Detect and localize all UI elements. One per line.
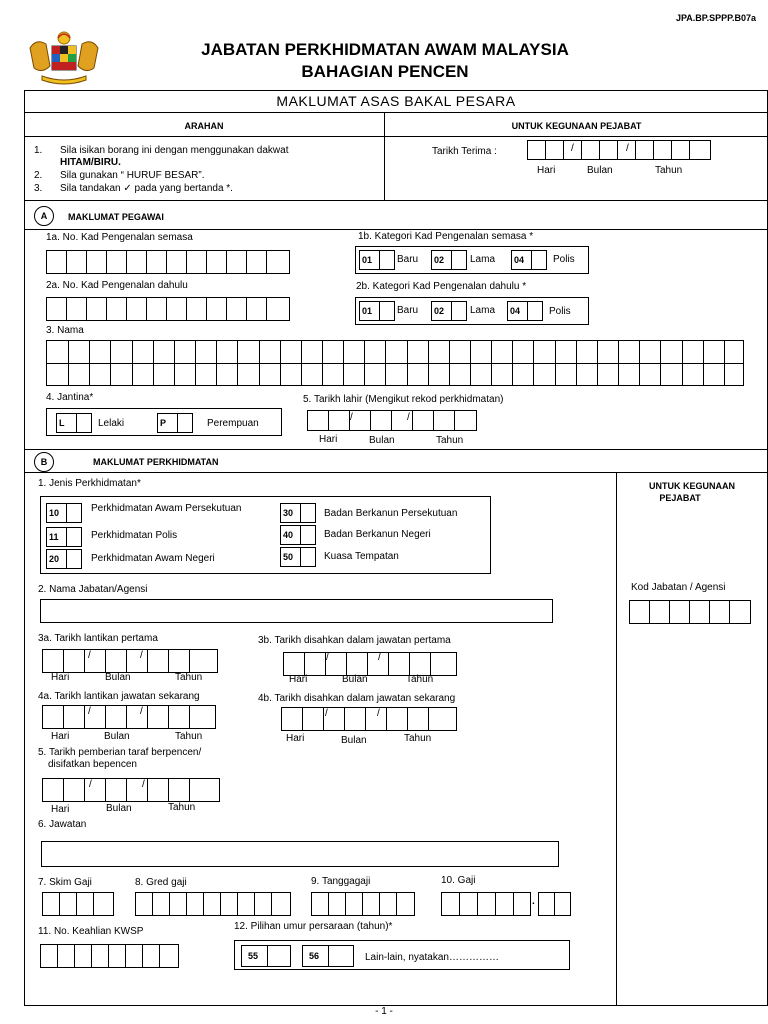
name-cell-divider bbox=[174, 341, 175, 385]
service-type-label: 1. Jenis Perkhidmatan* bbox=[38, 478, 141, 489]
gender-option-label: Perempuan bbox=[207, 418, 259, 429]
name-cell-divider bbox=[259, 341, 260, 385]
decimal-point: . bbox=[532, 896, 535, 907]
form-reference-code: JPA.BP.SPPP.B07a bbox=[675, 13, 756, 23]
office-use-line2: PEJABAT bbox=[659, 493, 701, 503]
name-cell-divider bbox=[533, 341, 534, 385]
service-type-option: Kuasa Tempatan bbox=[324, 551, 399, 562]
pensionable-status-date-label: 5. Tarikh pemberian taraf berpencen/ bbox=[38, 747, 202, 758]
ic-category-label: Polis bbox=[549, 306, 571, 317]
name-cell-divider bbox=[343, 341, 344, 385]
current-appointment-date-input[interactable] bbox=[42, 705, 216, 729]
first-confirmation-date-label: 3b. Tarikh disahkan dalam jawatan pertama bbox=[258, 635, 451, 646]
service-type-10-checkbox[interactable] bbox=[46, 503, 82, 523]
name-cell-divider bbox=[682, 341, 683, 385]
name-cell-divider bbox=[195, 341, 196, 385]
name-cell-divider bbox=[597, 341, 598, 385]
section-a-badge: A bbox=[34, 206, 54, 226]
gender-female-checkbox[interactable] bbox=[157, 413, 193, 433]
month-label: Bulan bbox=[587, 165, 613, 176]
retire-age-56-checkbox[interactable] bbox=[302, 945, 354, 967]
ic-prev-category-baru-checkbox[interactable] bbox=[359, 301, 395, 321]
service-type-option: Perkhidmatan Awam Persekutuan bbox=[91, 503, 242, 514]
date-separator: / bbox=[326, 652, 329, 663]
retirement-other-label: Lain-lain, nyatakan…………… bbox=[365, 952, 499, 963]
section-b-badge: B bbox=[34, 452, 54, 472]
service-type-11-checkbox[interactable] bbox=[46, 527, 82, 547]
day-label: Hari bbox=[286, 733, 305, 744]
year-label: Tahun bbox=[436, 435, 464, 446]
code-value: 20 bbox=[47, 550, 67, 568]
code-value: 04 bbox=[512, 251, 532, 269]
service-type-50-checkbox[interactable] bbox=[280, 547, 316, 567]
month-label: Bulan bbox=[104, 731, 130, 742]
ic-category-lama-checkbox[interactable] bbox=[431, 250, 467, 270]
ic-prev-category-polis-checkbox[interactable] bbox=[507, 301, 543, 321]
ic-category-label: Baru bbox=[397, 254, 419, 265]
retirement-age-label: 12. Pilihan umur persaraan (tahun)* bbox=[234, 921, 393, 932]
date-separator: / bbox=[88, 706, 91, 717]
section-a-title: MAKLUMAT PEGAWAI bbox=[68, 212, 164, 222]
birth-date-input[interactable] bbox=[307, 410, 477, 431]
pensionable-status-date-label-2: disifatkan bepencen bbox=[48, 759, 137, 770]
service-type-option: Badan Berkanun Persekutuan bbox=[324, 508, 458, 519]
coat-of-arms-logo bbox=[22, 28, 106, 88]
code-value: L bbox=[57, 414, 77, 432]
name-input[interactable] bbox=[46, 340, 744, 386]
pay-scale-label: 9. Tanggagaji bbox=[311, 876, 371, 887]
name-label: 3. Nama bbox=[46, 325, 84, 336]
date-separator: / bbox=[407, 412, 410, 423]
code-value: 50 bbox=[281, 548, 301, 566]
section-b-title: MAKLUMAT PERKHIDMATAN bbox=[93, 457, 219, 467]
current-appointment-date-label: 4a. Tarikh lantikan jawatan sekarang bbox=[38, 691, 200, 702]
name-cell-divider bbox=[68, 341, 69, 385]
ic-previous-label: 2a. No. Kad Pengenalan dahulu bbox=[46, 280, 188, 291]
name-cell-divider bbox=[703, 341, 704, 385]
ic-current-category-label: 1b. Kategori Kad Pengenalan semasa * bbox=[358, 231, 534, 242]
code-value: 11 bbox=[47, 528, 67, 546]
salary-grade-input[interactable] bbox=[135, 892, 291, 916]
code-value: 30 bbox=[281, 504, 301, 522]
name-cell-divider bbox=[153, 341, 154, 385]
retire-age-55-checkbox[interactable] bbox=[241, 945, 291, 967]
birth-date-label: 5. Tarikh lahir (Mengikut rekod perkhidmatan) bbox=[303, 394, 504, 405]
day-label: Hari bbox=[51, 731, 70, 742]
date-separator: / bbox=[571, 143, 574, 154]
instruction-text: HITAM/BIRU. bbox=[60, 157, 121, 168]
ic-current-input[interactable] bbox=[46, 250, 290, 274]
name-cell-divider bbox=[132, 341, 133, 385]
office-use-line1: UNTUK KEGUNAAN bbox=[649, 481, 735, 491]
salary-input[interactable] bbox=[441, 892, 531, 916]
date-separator: / bbox=[378, 652, 381, 663]
date-separator: / bbox=[350, 412, 353, 423]
page-number: - 1 - bbox=[375, 1006, 393, 1017]
name-cell-divider bbox=[724, 341, 725, 385]
ic-category-label: Polis bbox=[553, 254, 575, 265]
name-cell-divider bbox=[280, 341, 281, 385]
received-date-cells[interactable] bbox=[527, 140, 711, 160]
ic-current-label: 1a. No. Kad Pengenalan semasa bbox=[46, 232, 193, 243]
name-cell-divider bbox=[407, 341, 408, 385]
service-type-20-checkbox[interactable] bbox=[46, 549, 82, 569]
ic-category-label: Baru bbox=[397, 305, 419, 316]
current-confirmation-date-label: 4b. Tarikh disahkan dalam jawatan sekarang bbox=[258, 693, 456, 704]
salary-label: 10. Gaji bbox=[441, 875, 476, 886]
dept-code-label: Kod Jabatan / Agensi bbox=[631, 582, 726, 593]
instruction-number: 3. bbox=[34, 183, 43, 194]
ic-category-polis-checkbox[interactable] bbox=[511, 250, 547, 270]
instruction-number: 2. bbox=[34, 170, 43, 181]
received-date-label: Tarikh Terima : bbox=[432, 146, 497, 157]
pensionable-status-date-input[interactable] bbox=[42, 778, 220, 802]
name-cell-divider bbox=[428, 341, 429, 385]
ic-category-label: Lama bbox=[470, 305, 496, 316]
position-input[interactable] bbox=[41, 841, 559, 867]
salary-cents-input[interactable] bbox=[538, 892, 571, 916]
first-appointment-date-input[interactable] bbox=[42, 649, 218, 673]
code-value: 04 bbox=[508, 302, 528, 320]
name-cell-divider bbox=[512, 341, 513, 385]
date-separator: / bbox=[140, 706, 143, 717]
service-type-option: Badan Berkanun Negeri bbox=[324, 529, 431, 540]
position-label: 6. Jawatan bbox=[38, 819, 87, 830]
instruction-number: 1. bbox=[34, 145, 43, 156]
name-cell-divider bbox=[449, 341, 450, 385]
day-label: Hari bbox=[51, 804, 70, 815]
name-cell-divider bbox=[576, 341, 577, 385]
name-cell-divider bbox=[301, 341, 302, 385]
gender-male-checkbox[interactable] bbox=[56, 413, 92, 433]
code-value: 40 bbox=[281, 526, 301, 544]
gender-label: 4. Jantina* bbox=[46, 392, 94, 403]
salary-scheme-input[interactable] bbox=[42, 892, 114, 916]
code-value: 01 bbox=[360, 302, 380, 320]
service-type-option: Perkhidmatan Polis bbox=[91, 530, 178, 541]
year-label: Tahun bbox=[406, 674, 434, 685]
first-confirmation-date-input[interactable] bbox=[283, 652, 457, 676]
salary-grade-label: 8. Gred gaji bbox=[135, 877, 187, 888]
department-name-label: 2. Nama Jabatan/Agensi bbox=[38, 584, 148, 595]
instruction-text: Sila tandakan ✓ pada yang bertanda *. bbox=[60, 183, 233, 194]
code-value: 56 bbox=[303, 946, 329, 966]
dept-code-input[interactable] bbox=[629, 600, 751, 624]
name-cell-divider bbox=[216, 341, 217, 385]
epf-number-input[interactable] bbox=[40, 944, 179, 968]
name-cell-divider bbox=[470, 341, 471, 385]
month-label: Bulan bbox=[369, 435, 395, 446]
epf-number-label: 11. No. Keahlian KWSP bbox=[38, 926, 144, 937]
ic-prev-category-lama-checkbox[interactable] bbox=[431, 301, 467, 321]
division-title: BAHAGIAN PENCEN bbox=[301, 62, 469, 81]
date-separator: / bbox=[140, 650, 143, 661]
day-label: Hari bbox=[319, 434, 338, 445]
name-cell-divider bbox=[555, 341, 556, 385]
form-title: MAKLUMAT ASAS BAKAL PESARA bbox=[276, 93, 516, 109]
name-cell-divider bbox=[237, 341, 238, 385]
office-use-heading: UNTUK KEGUNAAN PEJABAT bbox=[511, 121, 642, 131]
name-cell-divider bbox=[385, 341, 386, 385]
date-separator: / bbox=[377, 708, 380, 719]
current-confirmation-date-input[interactable] bbox=[281, 707, 457, 731]
date-separator: / bbox=[325, 708, 328, 719]
name-cell-divider bbox=[618, 341, 619, 385]
name-cell-divider bbox=[364, 341, 365, 385]
year-label: Tahun bbox=[175, 672, 203, 683]
month-label: Bulan bbox=[341, 735, 367, 746]
year-label: Tahun bbox=[168, 802, 196, 813]
salary-scheme-label: 7. Skim Gaji bbox=[38, 877, 92, 888]
code-value: 02 bbox=[432, 251, 452, 269]
gender-option-label: Lelaki bbox=[98, 418, 125, 429]
name-cell-divider bbox=[110, 341, 111, 385]
year-label: Tahun bbox=[655, 165, 683, 176]
month-label: Bulan bbox=[342, 674, 368, 685]
pay-scale-input[interactable] bbox=[311, 892, 415, 916]
name-cell-divider bbox=[639, 341, 640, 385]
code-value: 02 bbox=[432, 302, 452, 320]
ic-previous-category-label: 2b. Kategori Kad Pengenalan dahulu * bbox=[356, 281, 527, 292]
month-label: Bulan bbox=[106, 803, 132, 814]
year-label: Tahun bbox=[404, 733, 432, 744]
name-cell-divider bbox=[491, 341, 492, 385]
day-label: Hari bbox=[51, 672, 70, 683]
code-value: P bbox=[158, 414, 178, 432]
date-separator: / bbox=[142, 779, 145, 790]
ic-previous-input[interactable] bbox=[46, 297, 290, 321]
day-label: Hari bbox=[289, 674, 308, 685]
first-appointment-date-label: 3a. Tarikh lantikan pertama bbox=[38, 633, 158, 644]
ic-category-label: Lama bbox=[470, 254, 496, 265]
year-label: Tahun bbox=[175, 731, 203, 742]
date-separator: / bbox=[89, 779, 92, 790]
code-value: 01 bbox=[360, 251, 380, 269]
name-cell-divider bbox=[660, 341, 661, 385]
agency-title: JABATAN PERKHIDMATAN AWAM MALAYSIA bbox=[201, 40, 569, 59]
service-type-option: Perkhidmatan Awam Negeri bbox=[91, 553, 215, 564]
date-separator: / bbox=[88, 650, 91, 661]
month-label: Bulan bbox=[105, 672, 131, 683]
name-cell-divider bbox=[322, 341, 323, 385]
instruction-text: Sila isikan borang ini dengan menggunakan dakwat bbox=[60, 145, 289, 156]
service-type-30-checkbox[interactable] bbox=[280, 503, 316, 523]
code-value: 10 bbox=[47, 504, 67, 522]
ic-category-baru-checkbox[interactable] bbox=[359, 250, 395, 270]
date-separator: / bbox=[626, 143, 629, 154]
day-label: Hari bbox=[537, 165, 556, 176]
department-name-input[interactable] bbox=[40, 599, 553, 623]
instruction-text: Sila gunakan “ HURUF BESAR”. bbox=[60, 170, 205, 181]
name-cell-divider bbox=[89, 341, 90, 385]
instructions-heading: ARAHAN bbox=[184, 121, 224, 131]
service-type-40-checkbox[interactable] bbox=[280, 525, 316, 545]
code-value: 55 bbox=[242, 946, 268, 966]
